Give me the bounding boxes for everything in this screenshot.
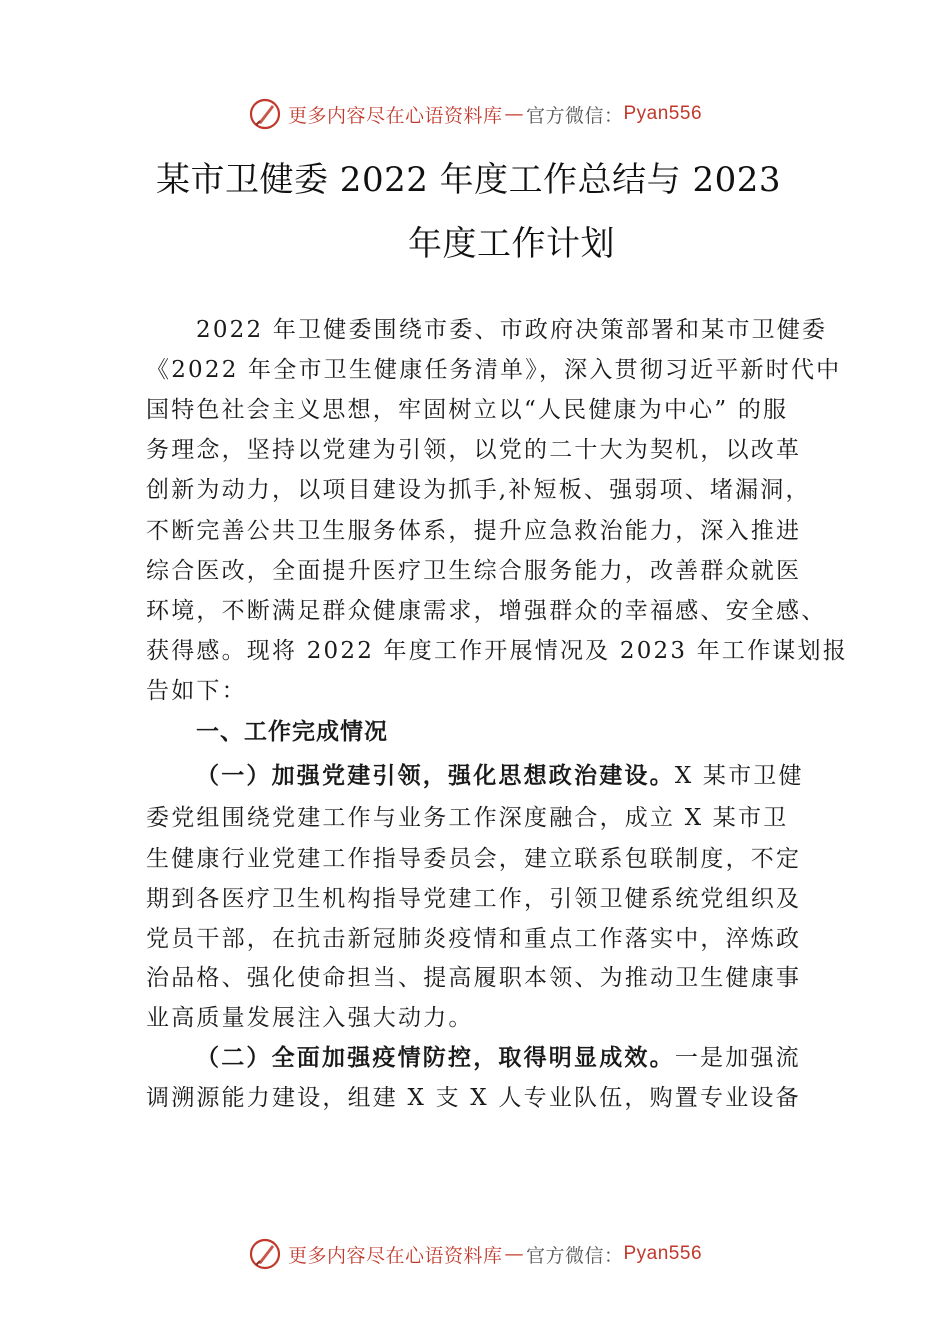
intro-line: 创新为动力，以项目建设为抓手,补短板、强弱项、堵漏洞，	[146, 477, 811, 503]
feather-pen-logo-icon	[248, 97, 282, 131]
watermark-site-text: 更多内容尽在心语资料库	[287, 1244, 503, 1267]
intro-line: 获得感。现将 2022 年度工作开展情况及 2023 年工作谋划报	[146, 638, 848, 664]
para1-line: 期到各医疗卫生机构指导党建工作，引领卫健系统党组织及	[146, 886, 802, 912]
watermark-wechat-id: Pyan556	[623, 1243, 703, 1264]
intro-line: 务理念，坚持以党建为引领，以党的二十大为契机，以改革	[146, 437, 802, 463]
feather-pen-logo-icon	[248, 1237, 282, 1271]
para1-first-line	[196, 756, 826, 796]
watermark-header	[0, 94, 950, 134]
para1-line: 党员干部，在抗击新冠肺炎疫情和重点工作落实中，淬炼政	[146, 926, 802, 952]
para2-first-rest: 一是加强流	[674, 1045, 801, 1071]
section-heading: 一、工作完成情况	[196, 719, 388, 745]
intro-line: 环境，不断满足群众健康需求，增强群众的幸福感、安全感、	[146, 598, 827, 624]
para2-line: 调溯源能力建设，组建 X 支 X 人专业队伍，购置专业设备	[146, 1085, 801, 1111]
watermark-footer	[0, 1234, 950, 1274]
intro-line: 国特色社会主义思想，牢固树立以“人民健康为中心” 的服	[146, 397, 789, 423]
document-title-line-1: 某市卫健委 2022 年度工作总结与 2023	[156, 160, 781, 200]
intro-line: 告如下：	[146, 678, 247, 704]
para1-line: 委党组围绕党建工作与业务工作深度融合，成立 X 某市卫	[146, 805, 789, 831]
para1-lead: （一）加强党建引领，强化思想政治建设。	[196, 762, 675, 789]
intro-line: 综合医改，全面提升医疗卫生综合服务能力，改善群众就医	[146, 558, 802, 584]
para1-line: 业高质量发展注入强大动力。	[146, 1005, 474, 1031]
intro-line: 2022 年卫健委围绕市委、市政府决策部署和某市卫健委	[196, 317, 828, 343]
intro-line: 不断完善公共卫生服务体系，提升应急救治能力，深入推进	[146, 518, 802, 544]
document-title-line-2: 年度工作计划	[408, 224, 615, 264]
para2-first-line	[196, 1038, 826, 1078]
intro-line: 《2022 年全市卫生健康任务清单》，深入贯彻习近平新时代中	[146, 357, 842, 383]
watermark-dash: —	[504, 103, 524, 125]
watermark-wechat-id: Pyan556	[623, 103, 703, 124]
watermark-site-text: 更多内容尽在心语资料库	[287, 104, 503, 127]
para1-first-rest: X 某市卫健	[674, 763, 804, 789]
para1-line: 治品格、强化使命担当、提高履职本领、为推动卫生健康事	[146, 965, 802, 991]
watermark-wechat-label: 官方微信：	[525, 104, 624, 127]
para2-lead: （二）全面加强疫情防控，取得明显成效。	[196, 1044, 675, 1071]
watermark-wechat-label: 官方微信：	[525, 1244, 624, 1267]
para1-line: 生健康行业党建工作指导委员会，建立联系包联制度，不定	[146, 846, 802, 872]
watermark-dash: —	[504, 1243, 524, 1265]
